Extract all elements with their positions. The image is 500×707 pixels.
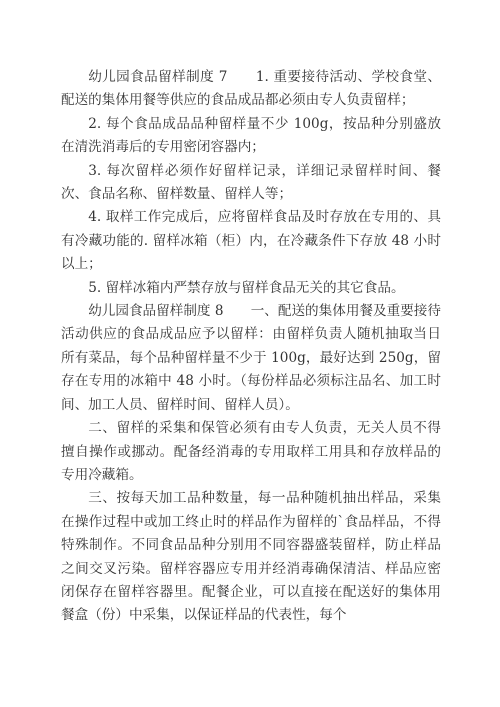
paragraph-5: 5. 留样冰箱内严禁存放与留样食品无关的其它食品。 — [88, 279, 405, 296]
paragraph-7: 二、留样的采集和保管必须有由专人负责，无关人员不得擅自操作或挪动。配备经消毒的专用取样工用具和存放样品的专用冷藏箱。 — [61, 420, 441, 483]
paragraph-3: 3. 每次留样必须作好留样记录，详细记录留样时间、餐次、食品名称、留样数量、留样人等； — [61, 162, 441, 203]
paragraph-6: 幼儿园食品留样制度 8 一、配送的集体用餐及重要接待活动供应的食品成品应予以留样：由留样负责人随机抽取当日所有菜品，每个品种留样量不少于 100g，最好达到 250g，留存在专用的冰箱中 48 小时。（每份样品必须标注品名、加工时间、加工人员、留样时间、留样人员）。 — [61, 303, 441, 413]
paragraph-4: 4. 取样工作完成后，应将留样食品及时存放在专用的、具有冷藏功能的. 留样冰箱（柜）内，在冷藏条件下存放 48 小时以上； — [61, 209, 441, 273]
paragraph-8: 三、按每天加工品种数量，每一品种随机抽出样品，采集在操作过程中或加工终止时的样品作为留样的`食品样品，不得特殊制作。不同食品品种分别用不同容器盛装留样，防止样品之间交叉污染。留样容器应专用并经消毒确保清洁、样品应密闭保存在留样容器里。配餐企业，可以直接在配送好的集体用餐盒（份）中采集，以保证样品的代表性，每个 — [61, 490, 441, 624]
paragraph-2: 2. 每个食品成品品种留样量不少 100g，按品种分别盛放在清洗消毒后的专用密闭容器内； — [61, 115, 441, 156]
document-body — [61, 66, 441, 628]
paragraph-1: 幼儿园食品留样制度 7 1. 重要接待活动、学校食堂、配送的集体用餐等供应的食品成品都必须由专人负责留样； — [61, 69, 441, 109]
